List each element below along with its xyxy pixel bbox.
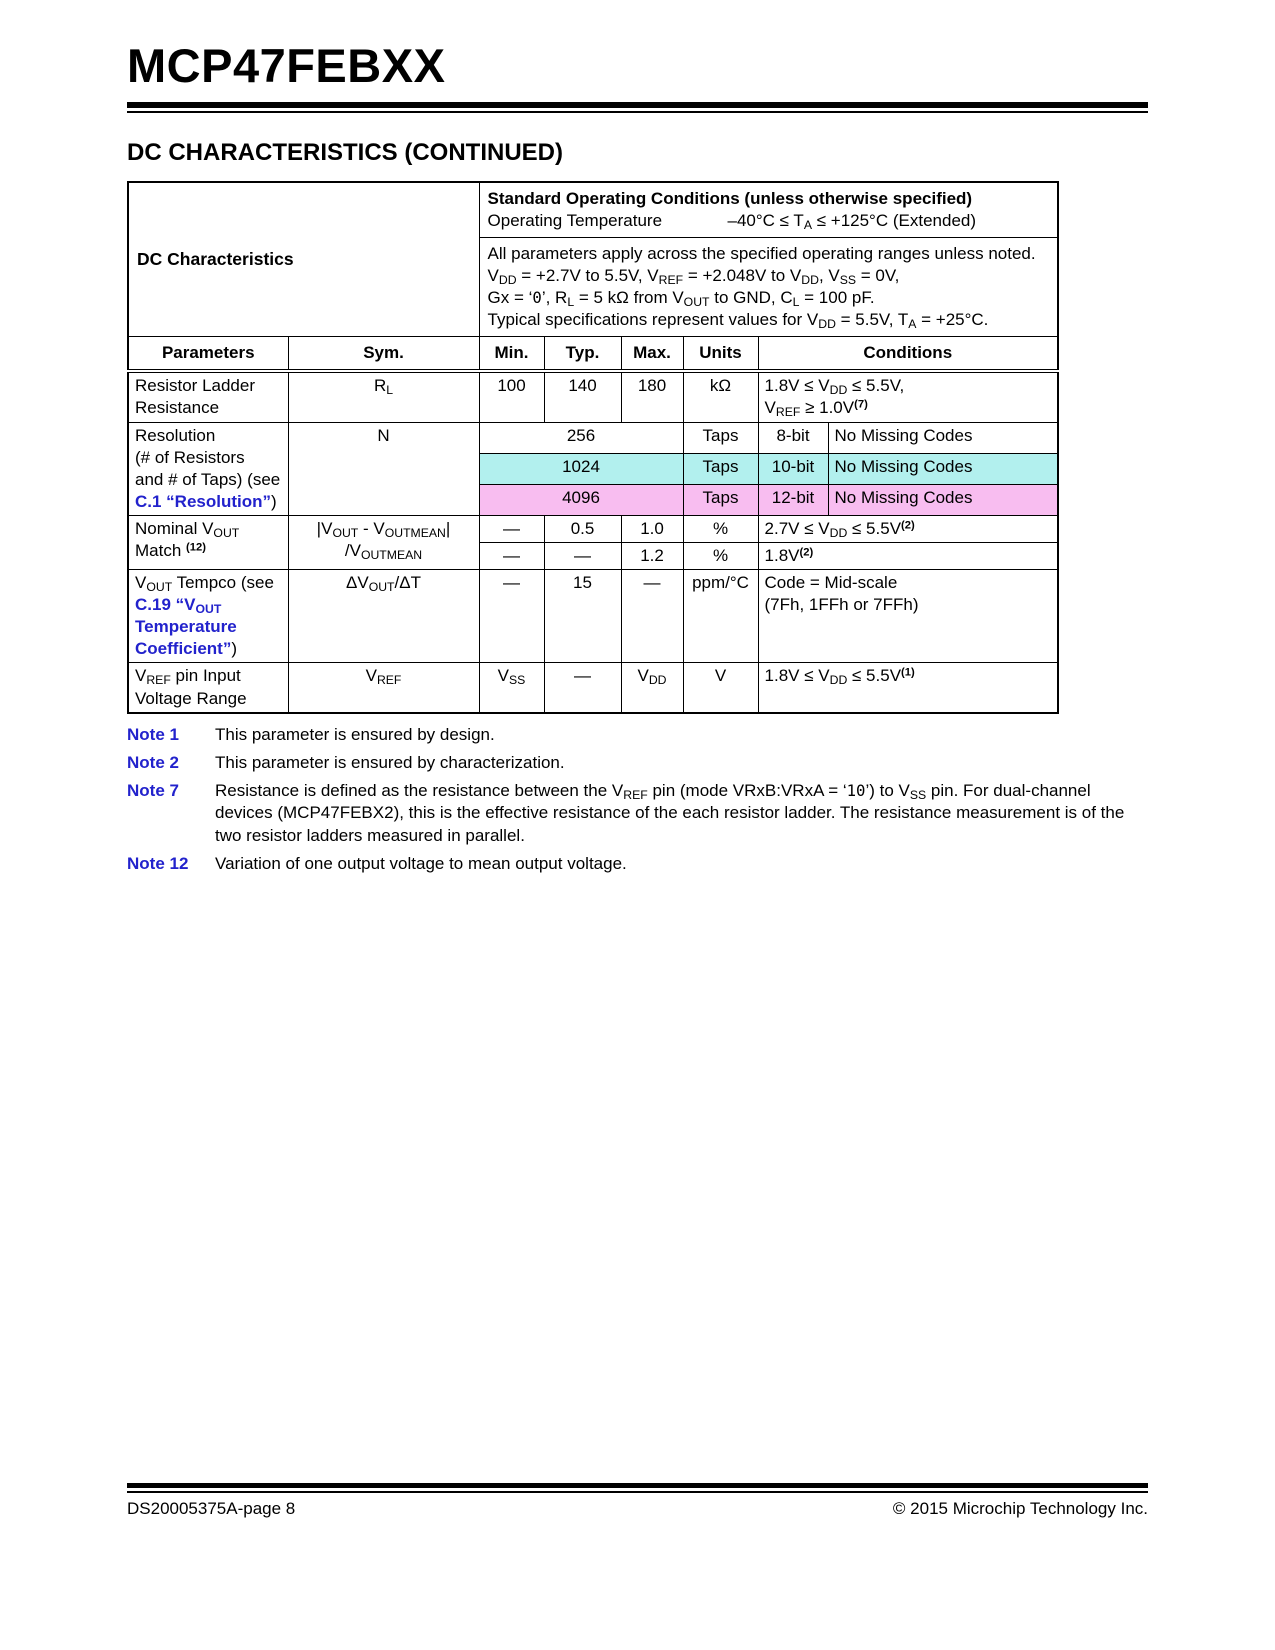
resolution-bits-8bit: 8-bit (758, 422, 828, 453)
typ-vout-match-2: — (544, 543, 621, 570)
col-header-max: Max. (621, 337, 683, 372)
tempco-param-suffix: ) (231, 639, 238, 659)
typ-vout-tempco: 15 (544, 570, 621, 663)
note-12 (127, 853, 1148, 876)
operating-conditions-cell (479, 182, 1058, 238)
note-1-label: Note 1 (127, 724, 179, 744)
row-vout-match-1 (128, 515, 1058, 542)
cond-vout-match-2: $1.8V^{(2)}$ (758, 543, 1058, 570)
conditions-paragraph: All parameters apply across the specified operating ranges unless noted. $V_{DD} = +2.7V$ to 5.5V, $V_{REF} = +2.048V$ to $V_{DD}$, $V_{SS} = 0V$, Gx = ‘0’, $R_L = 5$ kΩ from $V_{OUT}$ to GND, $C_L = 100$ pF. (487, 243, 1036, 310)
cond-vout-tempco: Code = Mid-scale (7Fh, 1FFh or 7FFh) (758, 570, 1058, 663)
notes-section (127, 724, 1148, 877)
col-header-parameters: Parameters (128, 337, 288, 372)
note-2 (127, 752, 1148, 775)
max-vout-tempco: — (621, 570, 683, 663)
units-vout-match-1: % (683, 515, 758, 542)
row-resolution-8bit (128, 422, 1058, 453)
note-7-text: Resistance is defined as the resistance between the $V_{REF}$ pin (mode VRxB:VRxA = ‘10’) to $V_{SS}$ pin. For dual-channel devices (MCP47FEBX2), this is the effective resistance of the each resistor ladder. The resistance measurement is of the two resistor ladders measured in parallel. (215, 780, 1125, 846)
sym-vref-range: $V_{REF}$ (288, 663, 479, 713)
note-1-text: This parameter is ensured by design. (215, 724, 495, 744)
resolution-bits-12bit: 12-bit (758, 484, 828, 515)
conditions-header-top-row (128, 182, 1058, 238)
param-resolution (128, 422, 288, 515)
operating-temperature-line (488, 210, 1050, 232)
footer-copyright: © 2015 Microchip Technology Inc. (892, 1499, 1148, 1518)
resolution-cond-8bit: No Missing Codes (828, 422, 1058, 453)
sym-vout-match: $|V_{OUT} - V_{OUTMEAN}|$ $/V_{OUTMEAN}$ (288, 515, 479, 569)
sym-resolution: N (288, 422, 479, 515)
cond-vout-match-1: $2.7V \le V_{DD} \le 5.5V^{(2)}$ (758, 515, 1058, 542)
min-resistor-ladder: 100 (479, 371, 544, 422)
min-vout-tempco: — (479, 570, 544, 663)
col-header-min: Min. (479, 337, 544, 372)
sym-resistor-ladder: $R_L$ (288, 371, 479, 422)
footer-rule (127, 1483, 1148, 1493)
resolution-param-text: Resolution (# of Resistors and # of Taps) (see (135, 425, 281, 489)
resolution-units-10bit: Taps (683, 453, 758, 484)
note-7-label: Note 7 (127, 780, 179, 800)
parameters-apply-cell (479, 237, 1058, 336)
table-corner-label: DC Characteristics (128, 182, 479, 337)
col-header-typ: Typ. (544, 337, 621, 372)
col-header-conditions: Conditions (758, 337, 1058, 372)
resolution-section-link[interactable]: C.1 “Resolution” (135, 491, 272, 511)
row-resistor-ladder (128, 371, 1058, 422)
cond-vref-range: $1.8V \le V_{DD} \le 5.5V^{(1)}$ (758, 663, 1058, 713)
footer-text-row (127, 1499, 1148, 1519)
col-header-sym: Sym. (288, 337, 479, 372)
cond-resistor-ladder: $1.8V \le V_{DD} \le 5.5V$, $V_{REF} \ge 1.0V^{(7)}$ (758, 371, 1058, 422)
param-vout-match: Nominal $V_{OUT}$ Match $^{(12)}$ (128, 515, 288, 569)
note-12-label: Note 12 (127, 854, 189, 874)
min-vout-match-2: — (479, 543, 544, 570)
column-header-row (128, 337, 1058, 372)
max-vout-match-1: 1.0 (621, 515, 683, 542)
col-header-units: Units (683, 337, 758, 372)
tempco-param-text: $V_{OUT}$ Tempco (see (135, 573, 274, 595)
max-resistor-ladder: 180 (621, 371, 683, 422)
operating-temperature-label: Operating Temperature (487, 210, 663, 230)
standard-operating-conditions-text: Standard Operating Conditions (unless otherwise specified) (487, 188, 973, 208)
typical-specs-line: Typical specifications represent values for $V_{DD} = 5.5V$, $T_A = +25^\circ C$. (487, 310, 989, 332)
resolution-units-12bit: Taps (683, 484, 758, 515)
tempco-section-link[interactable]: C.19 “$V_{OUT}$ Temperature Coefficient” (135, 595, 237, 659)
sym-vout-tempco: $\Delta V_{OUT}/\Delta T$ (288, 570, 479, 663)
resolution-value-10bit: 1024 (479, 453, 683, 484)
note-2-label: Note 2 (127, 752, 179, 772)
row-vout-tempco (128, 570, 1058, 663)
section-heading: DC CHARACTERISTICS (CONTINUED) (127, 138, 563, 166)
units-vref-range: V (683, 663, 758, 713)
resolution-units-8bit: Taps (683, 422, 758, 453)
param-resistor-ladder: Resistor Ladder Resistance (128, 371, 288, 422)
operating-temperature-range: $-40^\circ C \le T_A \le +125^\circ C$ (Extended) (727, 210, 977, 232)
header-rule (127, 102, 1148, 113)
typ-vout-match-1: 0.5 (544, 515, 621, 542)
resolution-value-8bit: 256 (479, 422, 683, 453)
page-content (127, 40, 1148, 881)
max-vout-match-2: 1.2 (621, 543, 683, 570)
resolution-bits-10bit: 10-bit (758, 453, 828, 484)
max-vref-range: $V_{DD}$ (621, 663, 683, 713)
note-7 (127, 780, 1148, 849)
units-vout-match-2: % (683, 543, 758, 570)
footer-doc-number: DS20005375A-page 8 (127, 1499, 296, 1518)
min-vout-match-1: — (479, 515, 544, 542)
resolution-cond-10bit: No Missing Codes (828, 453, 1058, 484)
dc-characteristics-table (127, 181, 1059, 714)
units-vout-tempco: ppm/°C (683, 570, 758, 663)
min-vref-range: $V_{SS}$ (479, 663, 544, 713)
row-vref-range (128, 663, 1058, 713)
param-vout-tempco (128, 570, 288, 663)
resolution-param-suffix: ) (271, 491, 277, 511)
note-1 (127, 724, 1148, 747)
param-vref-range: $V_{REF}$ pin Input Voltage Range (128, 663, 288, 713)
page-title: MCP47FEBXX (127, 39, 446, 92)
units-resistor-ladder: kΩ (683, 371, 758, 422)
note-12-text: Variation of one output voltage to mean output voltage. (215, 854, 627, 874)
resolution-value-12bit: 4096 (479, 484, 683, 515)
note-2-text: This parameter is ensured by characterization. (215, 752, 565, 772)
typ-resistor-ladder: 140 (544, 371, 621, 422)
typ-vref-range: — (544, 663, 621, 713)
page-footer (127, 1483, 1148, 1519)
resolution-cond-12bit: No Missing Codes (828, 484, 1058, 515)
